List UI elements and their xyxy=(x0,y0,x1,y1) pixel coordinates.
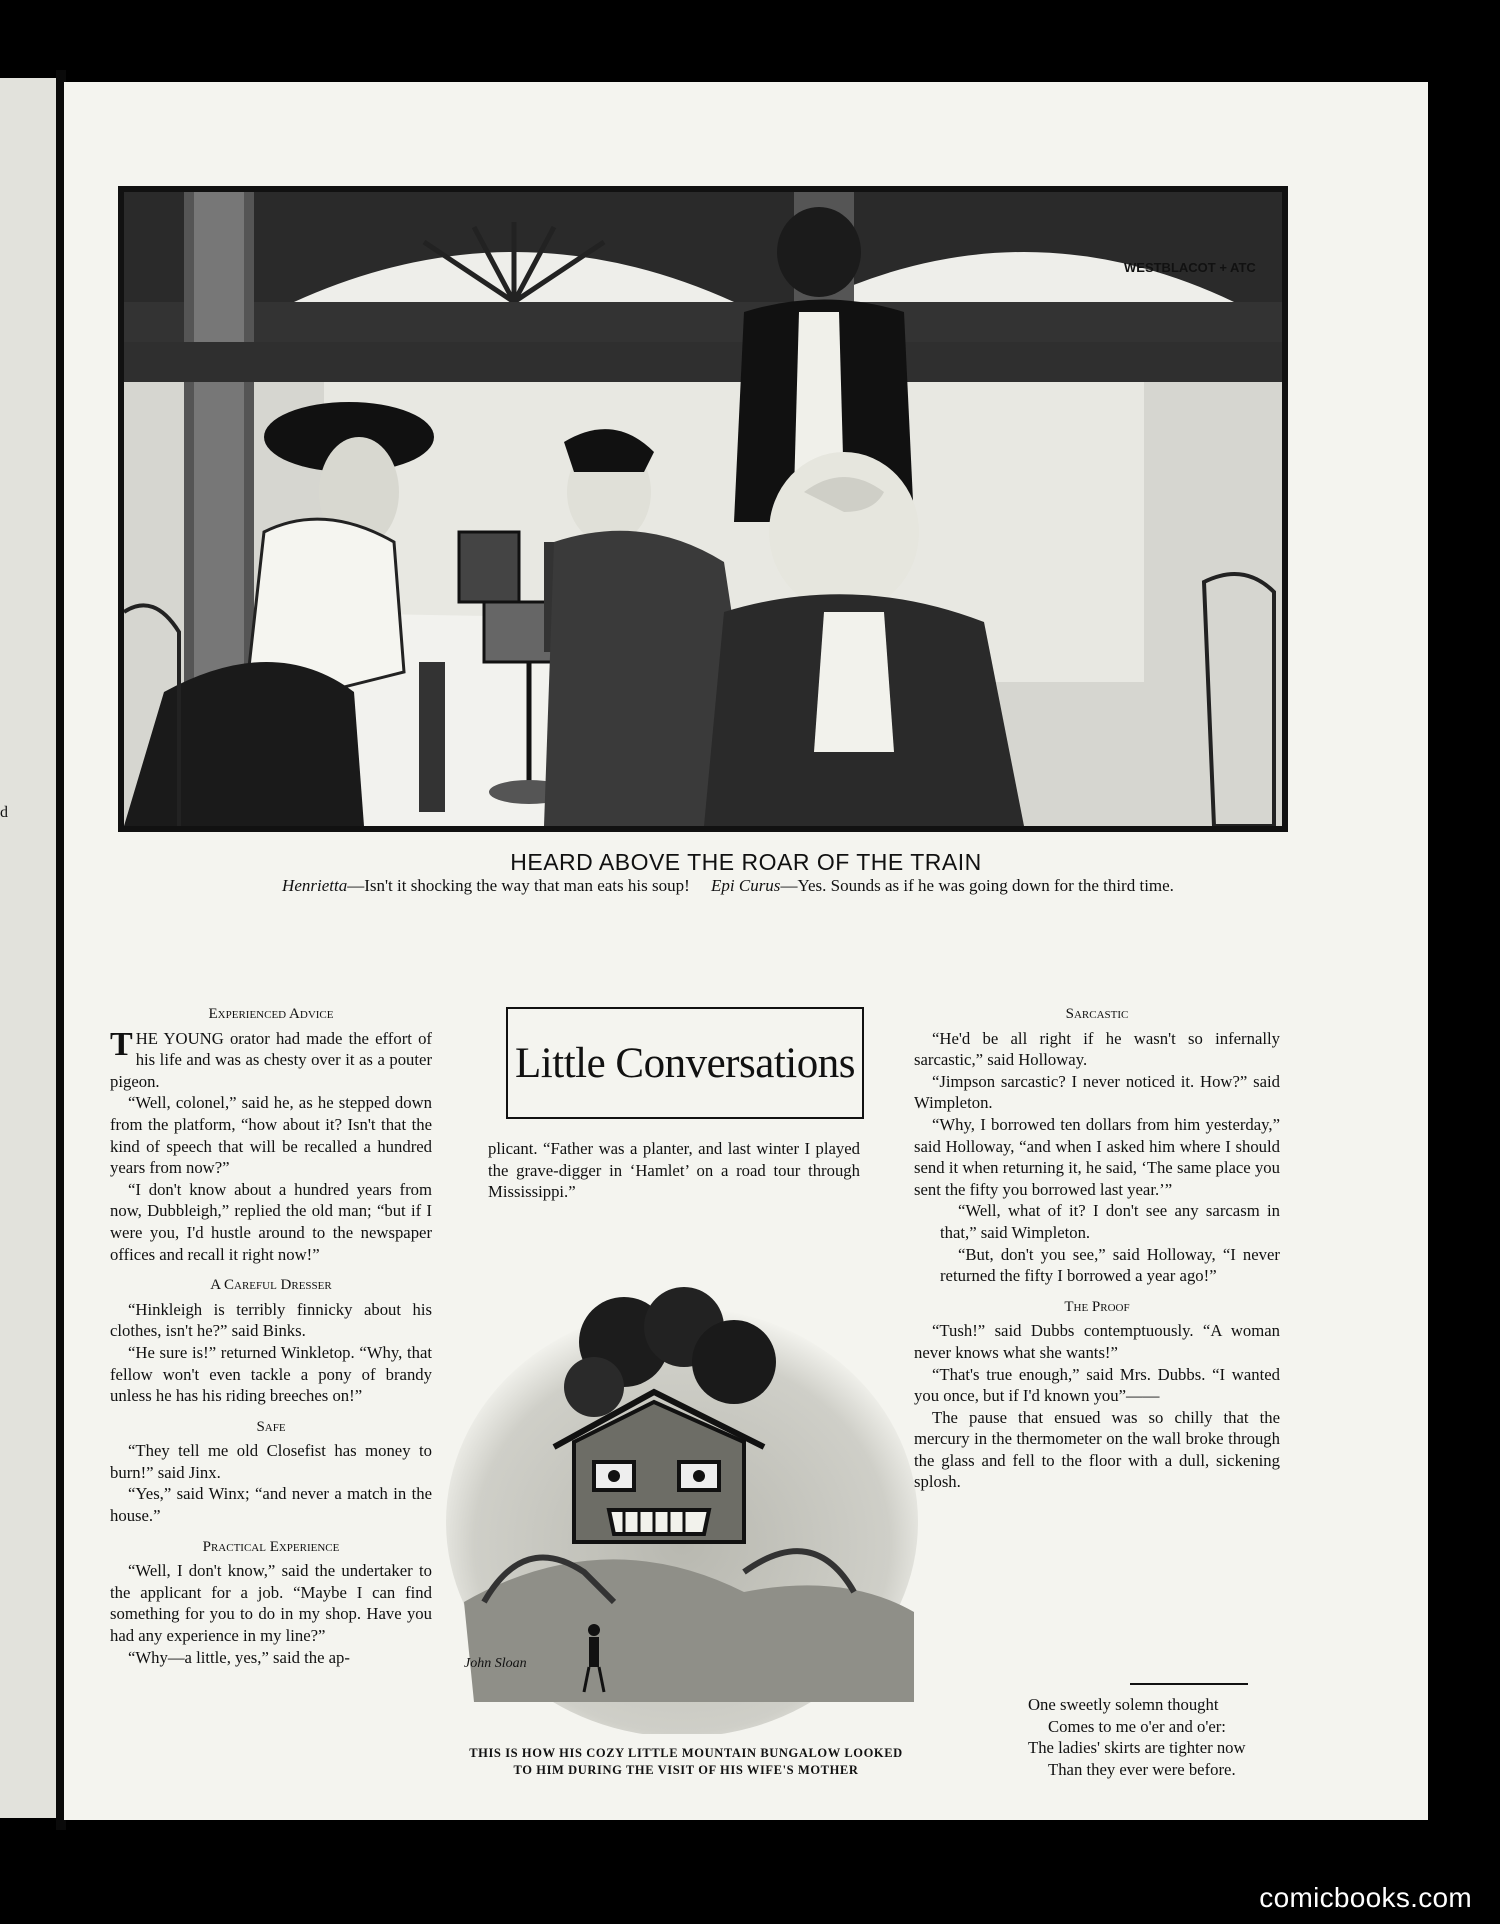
facing-page-fragment: d xyxy=(0,804,8,821)
paragraph: “Well, I don't know,” said the undertaker to the applicant for a job. “Maybe I can find something for you to do in my shop. Have you had any experience in my line?” xyxy=(110,1561,432,1646)
bungalow-cartoon xyxy=(444,1272,920,1734)
paragraph: “He'd be all right if he wasn't so infernally sarcastic,” said Holloway. xyxy=(914,1028,1280,1070)
section-heading: A Careful Dresser xyxy=(210,1277,332,1294)
paragraph: “Well, colonel,” said he, as he stepped down from the platform, “how about it? Isn't that the kind of speech that will be recalled a hundred years from now?” xyxy=(110,1093,432,1178)
paragraph: “Why, I borrowed ten dollars from him yesterday,” said Holloway, “and when I asked him where I should send it when returning it, he said, ‘The same place you sent the fifty you borrowed last year.’” xyxy=(914,1114,1280,1199)
section-heading: Experienced Advice xyxy=(208,1006,334,1022)
middle-column xyxy=(488,1138,860,1203)
section-divider xyxy=(1130,1683,1248,1685)
closing-verse xyxy=(1028,1694,1328,1780)
right-column xyxy=(914,1004,1280,1493)
bungalow-caption xyxy=(458,1745,914,1779)
verse-line: Comes to me o'er and o'er: xyxy=(1048,1716,1226,1736)
cartoon-artist-signature: WESTBLACOT + ATC xyxy=(1124,260,1256,275)
verse-line: The ladies' skirts are tighter now xyxy=(1028,1738,1246,1758)
cartoon-caption xyxy=(128,876,1328,896)
paragraph: “Jimpson sarcastic? I never noticed it. How?” said Wimpleton. xyxy=(914,1071,1280,1113)
speaker-one: Henrietta xyxy=(282,876,348,895)
paragraph: The pause that ensued was so chilly that the mercury in the thermometer on the wall broke through the glass and fell to the floor with a dull, sickening splosh. xyxy=(914,1407,1280,1492)
paragraph: “I don't know about a hundred years from now, Dubbleigh,” replied the old man; “but if I were you, I'd hustle around to the newspaper offices and recall it right now!” xyxy=(110,1179,432,1264)
dining-car-illustration xyxy=(124,192,1282,826)
speaker-two: Epi Curus xyxy=(711,876,781,895)
paragraph: “Hinkleigh is terribly finnicky about his clothes, isn't he?” said Binks. xyxy=(110,1299,432,1341)
verse-line: One sweetly solemn thought xyxy=(1028,1695,1219,1714)
verse-line: Than they ever were before. xyxy=(1048,1759,1236,1779)
paragraph: “Why—a little, yes,” said the ap- xyxy=(128,1647,350,1667)
section-heading: Sarcastic xyxy=(1065,1006,1129,1022)
dialogue-one: —Isn't it shocking the way that man eats his soup! xyxy=(347,876,690,895)
bungalow-illustration xyxy=(444,1272,920,1734)
drop-cap: T xyxy=(110,1025,133,1063)
paragraph: plicant. “Father was a planter, and last winter I played the grave-digger in ‘Hamlet’ on a road tour through Mississippi.” xyxy=(488,1139,860,1202)
bungalow-caption-line: TO HIM DURING THE VISIT OF HIS WIFE'S MOTHER xyxy=(513,1763,859,1777)
paragraph: “Well, what of it? I don't see any sarcasm in that,” said Wimpleton. xyxy=(940,1201,1280,1242)
paragraph: “But, don't you see,” said Holloway, “I never returned the fifty I borrowed a year ago!” xyxy=(940,1244,1280,1286)
magazine-page xyxy=(64,82,1428,1820)
left-column xyxy=(110,1004,432,1668)
paragraph: “That's true enough,” said Mrs. Dubbs. “I wanted you once, but if I'd known you”—— xyxy=(914,1364,1280,1406)
bungalow-artist-signature: John Sloan xyxy=(464,1656,527,1671)
article-title-box xyxy=(506,1007,864,1119)
paragraph: THE YOUNG orator had made the effort of his life and was as chesty over it as a pouter pigeon. xyxy=(110,1025,432,1091)
dining-car-cartoon xyxy=(118,186,1288,832)
paragraph: “They tell me old Closefist has money to burn!” said Jinx. xyxy=(110,1441,432,1482)
section-heading: The Proof xyxy=(1064,1298,1130,1315)
section-heading: Practical Experience xyxy=(202,1538,340,1555)
site-watermark: comicbooks.com xyxy=(1259,1882,1472,1913)
cartoon-title: HEARD ABOVE THE ROAR OF THE TRAIN xyxy=(510,849,982,875)
bungalow-caption-line: THIS IS HOW HIS COZY LITTLE MOUNTAIN BUNGALOW LOOKED xyxy=(469,1746,903,1760)
paragraph: “Tush!” said Dubbs contemptuously. “A woman never knows what she wants!” xyxy=(914,1321,1280,1362)
dialogue-two: —Yes. Sounds as if he was going down for the third time. xyxy=(780,876,1174,895)
article-title: Little Conversations xyxy=(515,1039,855,1087)
paragraph: “He sure is!” returned Winkletop. “Why, that fellow won't even tackle a pony of brandy unless he has his riding breeches on!” xyxy=(110,1342,432,1406)
section-heading: Safe xyxy=(256,1418,286,1435)
paragraph: “Yes,” said Winx; “and never a match in the house.” xyxy=(110,1484,432,1526)
facing-page-edge xyxy=(0,78,58,1818)
